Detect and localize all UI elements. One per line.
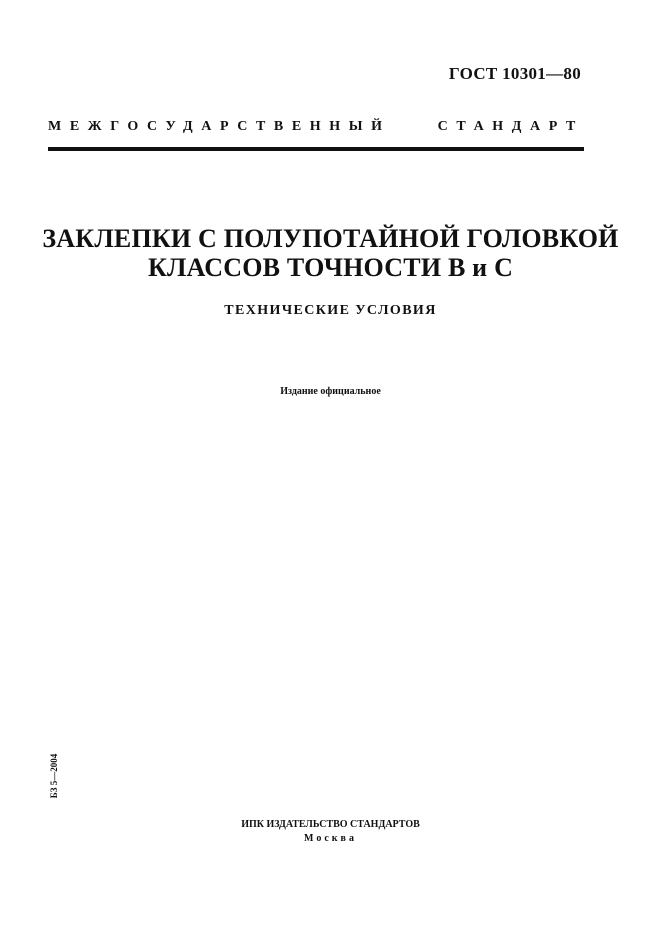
side-code [46, 740, 62, 812]
side-code-text: БЗ 5—2004 [49, 753, 59, 799]
document-title [0, 224, 661, 282]
title-line-2: КЛАССОВ ТОЧНОСТИ В и С [147, 253, 514, 282]
gost-code: ГОСТ 10301—80 [448, 64, 581, 83]
publisher-name: ИПК ИЗДАТЕЛЬСТВО СТАНДАРТОВ [241, 819, 420, 830]
title-line-1: ЗАКЛЕПКИ С ПОЛУПОТАЙНОЙ ГОЛОВКОЙ [42, 224, 619, 253]
document-subtitle: ТЕХНИЧЕСКИЕ УСЛОВИЯ [224, 303, 437, 318]
standard-type-heading: МЕЖГОСУДАРСТВЕННЫЙ СТАНДАРТ [48, 119, 584, 134]
edition-note: Издание официальное [280, 386, 381, 397]
publisher-city: Москва [304, 833, 357, 844]
header-divider [48, 147, 584, 151]
